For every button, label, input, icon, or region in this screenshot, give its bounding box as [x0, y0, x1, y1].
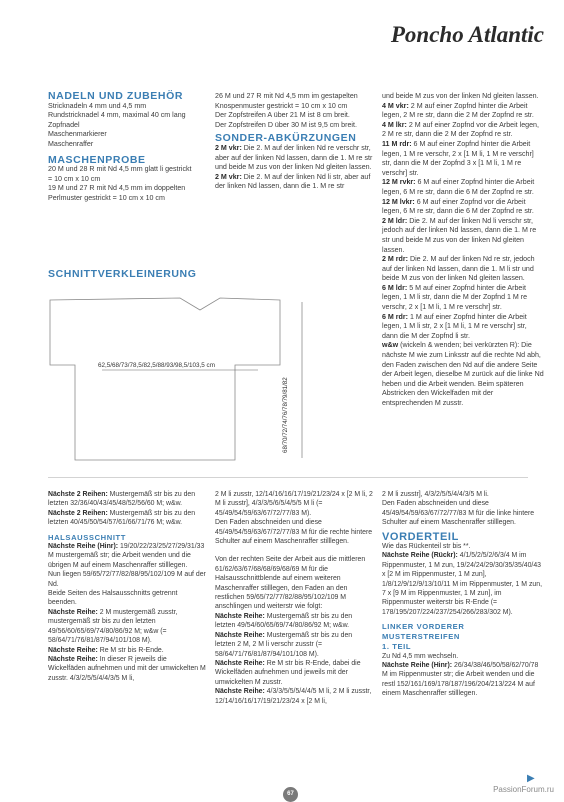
paragraph — [48, 542, 206, 570]
paragraph-lead: Nächste Reihe: — [48, 608, 98, 616]
paragraph — [48, 570, 206, 589]
section-divider — [48, 477, 528, 478]
next-page-arrow-icon: ▶ — [527, 773, 535, 784]
text-line: Zopfnadel — [48, 120, 80, 129]
paragraph-lead: Nächste Reihe: — [215, 659, 265, 667]
paragraph — [215, 555, 373, 611]
paragraph-lead: 6 M ldr: — [382, 283, 408, 292]
paragraph-lead: Nächste Reihe: — [215, 612, 265, 620]
text-line: Maschenraffer — [48, 139, 94, 148]
paragraph — [382, 121, 544, 140]
paragraph-text: 6 M auf einer Zopfnd hinter die Arbeit legen, 1 M re verschr, 2 x [1 M li, 1 M re verschr] str, dann die M der Zopfnd 3 x [1 M li, 1 M re verschr] str. — [382, 139, 534, 177]
gauge-list — [48, 165, 208, 203]
paragraph-lead: Nächste Reihe (Hinr): — [382, 661, 453, 669]
garment-schematic — [40, 280, 340, 470]
paragraph-text: 19/20/22/23/25/27/29/31/33 M mustergemäß str; die Arbeit wenden und die übrigen M auf einem Maschenraffer stilllegen. — [48, 543, 205, 569]
paragraph — [215, 518, 373, 546]
paragraph-lead: 12 M rvkr: — [382, 178, 416, 187]
paragraph-lead: Nächste Reihe (Hinr): — [48, 543, 119, 551]
paragraph-lead: Nächste 2 Reihen: — [48, 509, 108, 517]
paragraph — [382, 217, 544, 255]
schematic-heading: SCHNITTVERKLEINERUNG — [48, 268, 197, 280]
text-line: 19 M und 27 R mit Nd 4,5 mm im doppelten — [48, 184, 186, 193]
paragraph — [382, 284, 544, 313]
text-line: 26 M und 27 R mit Nd 4,5 mm im gestapelten — [215, 92, 358, 100]
paragraph — [382, 551, 542, 617]
instructions-column-3 — [382, 490, 542, 699]
paragraph-text: Beide Seiten des Halsausschnitts getrennt beenden. — [48, 590, 178, 607]
paragraph — [215, 631, 373, 659]
paragraph-text: und beide M zus von der linken Nd gleiten lassen. — [382, 92, 539, 100]
paragraph — [48, 646, 206, 655]
paragraph-text: 4/3/3/5/5/5/4/4/5 M li, 2 M li zusstr, 12/14/16/16/17/19/21/23/24 x [2 M li, — [215, 688, 372, 705]
section-heading: 1. TEIL — [382, 642, 412, 652]
paragraph — [382, 102, 544, 121]
paragraph-lead: Nächste Reihe: — [215, 688, 265, 696]
paragraph — [215, 659, 373, 687]
paragraph-text: Die 2. M auf der linken Nd re verschr str, aber auf der linken Nd lassen, dann die 1. M re str und beide M zus von der linken Nd gleiten lassen. — [215, 143, 373, 172]
text-line: Knospenmuster gestrickt = 10 cm x 10 cm — [215, 101, 348, 110]
paragraph — [382, 542, 542, 551]
instructions-column-2 — [215, 490, 373, 706]
watermark: PassionForum.ru — [493, 785, 554, 794]
paragraph-text: 2 M li zusstr], 4/3/2/5/5/4/4/3/5 M li. — [382, 491, 489, 498]
text-line: Maschenmarkierer — [48, 130, 107, 139]
paragraph-text: In dieser R jeweils die Wickelfäden aufnehmen und mit der umwickelten M zusstr. 4/3/2/5/5/4/4/3/5 M li, — [48, 655, 206, 682]
paragraph-lead: 4 M vkr: — [382, 101, 409, 110]
paragraph — [215, 687, 373, 706]
paragraph-text: Mustergemäß str bis zu den letzten 49/54/60/65/69/74/80/86/92 M; w&w. — [215, 612, 353, 630]
paragraph — [48, 509, 206, 528]
paragraph — [215, 173, 375, 192]
paragraph-text: 2 M auf einer Zopfnd vor die Arbeit legen, 2 M re str, dann die 2 M der Zopfnd re str. — [382, 120, 539, 139]
width-label: 62,5/68/73/78,5/82,5/88/93/98,5/103,5 cm — [98, 362, 215, 369]
paragraph-lead: 12 M lvkr: — [382, 197, 415, 206]
paragraph-lead: 6 M rdr: — [382, 312, 409, 321]
page-number: 67 — [283, 787, 298, 802]
paragraph — [382, 652, 542, 661]
paragraph — [382, 661, 542, 699]
text-line: = 10 cm x 10 cm — [48, 174, 101, 183]
paragraph-lead: Nächste Reihe: — [215, 631, 265, 639]
paragraph — [382, 178, 544, 197]
abbreviations-list — [215, 144, 375, 192]
paragraph-text: 1 M auf einer Zopfnd hinter die Arbeit legen, 1 M li str, 2 x [1 M li, 1 M re verschr] str, dann die M der Zopfnd li str. — [382, 312, 527, 340]
instructions-column-1 — [48, 490, 206, 683]
paragraph — [48, 608, 206, 646]
section-heading: LINKER VORDERER MUSTERSTREIFEN — [382, 622, 465, 641]
paragraph-text: Den Faden abschneiden und diese 45/49/54/59/63/67/72/77/83 M für die rechte hintere Schulter auf einem Maschenraffer stilllegen. — [215, 519, 373, 546]
text-line: Der Zopfstreifen A über 21 M ist 8 cm breit. — [215, 111, 350, 120]
paragraph-text: Nun liegen 59/65/72/77/82/88/95/102/109 M auf der Nd. — [48, 571, 206, 588]
paragraph-text: 2 M auf einer Zopfnd hinter die Arbeit legen, 2 M re str, dann die 2 M der Zopfnd re str. — [382, 101, 534, 120]
paragraph-text: 6 M auf einer Zopfnd hinter die Arbeit legen, 6 M re str, dann die 6 M der Zopfnd re str. — [382, 178, 535, 196]
text-line: Perlmuster gestrickt = 10 cm x 10 cm — [48, 193, 165, 202]
paragraph-lead: 2 M vkr: — [215, 172, 242, 181]
paragraph-text: Mustergemäß str bis zu den letzten 40/45/50/54/57/61/66/71/76 M; w&w. — [48, 509, 196, 527]
text-line: Der Zopfstreifen D über 30 M ist 9,5 cm breit. — [215, 120, 357, 129]
paragraph — [382, 140, 544, 178]
materials-list — [48, 102, 208, 150]
paragraph — [215, 490, 373, 518]
paragraph-text: Mustergemäß str bis zu den letzten 32/36/40/43/45/48/52/56/60 M; w&w. — [48, 491, 196, 508]
paragraph-lead: Nächste Reihe: — [48, 655, 98, 663]
paragraph-text: 4/1/5/2/5/2/6/3/4 M im Rippenmuster, 1 M zun, 19/24/24/29/30/35/35/40/43 x [2 M im Rippenmuster, 1 M zun], 1/8/12/9/12/9/13/10/11 M im Rippenmuster, 1 M zun, 7 x [9 M im Rippenmuster, 1 M zun], im Rippenmuster weiterstr bis R-Ende (= 178/195/207/224/237/254/266/283/302 M). — [382, 552, 542, 616]
paragraph-text: 2 M li zusstr, 12/14/16/16/17/19/21/23/24 x [2 M li, 2 M li zusstr], 4/3/3/5/6/5/4/5/5 M li (= 45/49/54/59/63/67/72/77/83 M). — [215, 491, 373, 517]
paragraph-text: Mustergemäß str bis zu den letzten 2 M, 2 M li verschr zusstr (= 58/64/71/76/81/87/94/101/108 M). — [215, 631, 353, 658]
paragraph-lead: 2 M vkr: — [215, 143, 242, 152]
paragraph-text: 2 M mustergemäß zusstr, mustergemäß str bis zu den letzten 49/56/60/65/69/74/80/86/92 M; w&w (= 58/64/71/76/81/87/94/101/108 M). — [48, 608, 178, 645]
page-title: Poncho Atlantic — [390, 22, 544, 47]
text-line: Stricknadeln 4 mm und 4,5 mm — [48, 101, 147, 110]
paragraph — [48, 655, 206, 683]
paragraph-lead: 2 M ldr: — [382, 216, 408, 225]
paragraph-lead: Nächste Reihe (Rückr): — [382, 552, 458, 560]
paragraph-text: Den Faden abschneiden und diese 45/49/54/59/63/67/72/77/83 M für die linke hintere Schulter auf einem Maschenraffer stilllegen. — [382, 500, 535, 527]
section-heading: VORDERTEIL — [382, 530, 459, 543]
paragraph — [382, 490, 542, 499]
paragraph — [382, 499, 542, 527]
abbreviations-heading: SONDER-ABKÜRZUNGEN — [215, 132, 357, 145]
paragraph — [382, 198, 544, 217]
paragraph-text: Zu Nd 4,5 mm wechseln. — [382, 652, 459, 660]
paragraph-text: Re M str bis R-Ende. — [97, 646, 164, 654]
section-heading: HALSAUSSCHNITT — [48, 532, 127, 542]
paragraph-lead: 11 M rdr: — [382, 139, 412, 148]
paragraph-lead: w&w — [382, 341, 399, 350]
text-line: 20 M und 28 R mit Nd 4,5 mm glatt li gestrickt — [48, 165, 192, 174]
abbreviations-continued-column — [382, 92, 544, 409]
paragraph — [215, 144, 375, 173]
paragraph-text: 26/34/38/46/50/58/62/70/78 M im Rippenmuster str; die Arbeit wenden und die restl 152/161/169/178/187/196/204/213/224 M auf einem Maschenraffer stilllegen. — [382, 661, 539, 698]
paragraph — [382, 341, 544, 408]
paragraph — [48, 589, 206, 608]
paragraph-lead: 4 M lkr: — [382, 120, 407, 129]
paragraph-lead: Nächste Reihe: — [48, 646, 98, 654]
paragraph-text: Die 2. M auf der linken Nd li verschr str, jedoch auf der linken Nd lassen, dann die 1. M re str und beide M zus von der linken Nd gleiten lassen. — [382, 216, 537, 254]
paragraph-text: Die 2. M auf der linken Nd re str, jedoch auf der linken Nd lassen, dann die 1. M li str und beide M zus von der linken Nd gleiten lassen. — [382, 255, 535, 283]
paragraph-text: (wickeln & wenden; bei verkürzten R): Die nächste M wie zum Linksstr auf die rechte Nd abh, den Faden zwischen den Nd auf die andere Seite der Arbeit legen, dieselbe M zurück auf die linke Nd heben und die Arbeit wenden. Beim späteren Abstricken den Wickelfaden mit der entsprechenden M zusstr. — [382, 341, 544, 407]
gauge-list-continued — [215, 92, 375, 130]
abbreviations-list-continued — [382, 92, 544, 409]
paragraph — [215, 612, 373, 631]
gauge-continued-column — [215, 92, 375, 192]
paragraph-text: 6 M auf einer Zopfnd vor die Arbeit legen, 6 M re str, dann die 6 M der Zopfnd re str. — [382, 197, 534, 216]
paragraph — [382, 92, 544, 102]
paragraph-lead: 2 M rdr: — [382, 255, 409, 264]
garment-outline — [50, 298, 280, 460]
length-label: 68/70/72/74/76/78/79/81/82 — [282, 377, 289, 453]
paragraph — [382, 313, 544, 342]
materials-heading: NADELN UND ZUBEHÖR — [48, 90, 184, 102]
paragraph — [215, 546, 373, 555]
paragraph-text: Wie das Rückenteil str bis **. — [382, 543, 471, 551]
paragraph-text: Die 2. M auf der linken Nd li str, aber auf der linken Nd lassen, dann die 1. M re str — [215, 172, 371, 191]
paragraph — [382, 255, 544, 284]
text-line: Rundstricknadel 4 mm, maximal 40 cm lang — [48, 111, 186, 120]
gauge-heading: MASCHENPROBE — [48, 153, 146, 166]
paragraph — [48, 490, 206, 509]
materials-column — [48, 92, 208, 204]
paragraph-lead: Nächste 2 Reihen: — [48, 491, 108, 498]
paragraph-text: Re M str bis R-Ende, dabei die Wickelfäden aufnehmen und jeweils mit der umwickelten M zusstr. — [215, 659, 361, 686]
paragraph-text: 5 M auf einer Zopfnd hinter die Arbeit legen, 1 M li str, dann die M der Zopfnd 1 M re verschr, 2 x [1 M li, 1 M re verschr] str. — [382, 283, 528, 312]
paragraph-text: Von der rechten Seite der Arbeit aus die mittleren 61/62/63/67/68/68/69/68/69 M für die Halsausschnittblende auf einem weiteren Maschenraffer stilllegen, den Faden an den restlichen 59/65/72/77/82/88/95/102/109 M anschlingen und weiterstr wie folgt: — [215, 556, 366, 611]
